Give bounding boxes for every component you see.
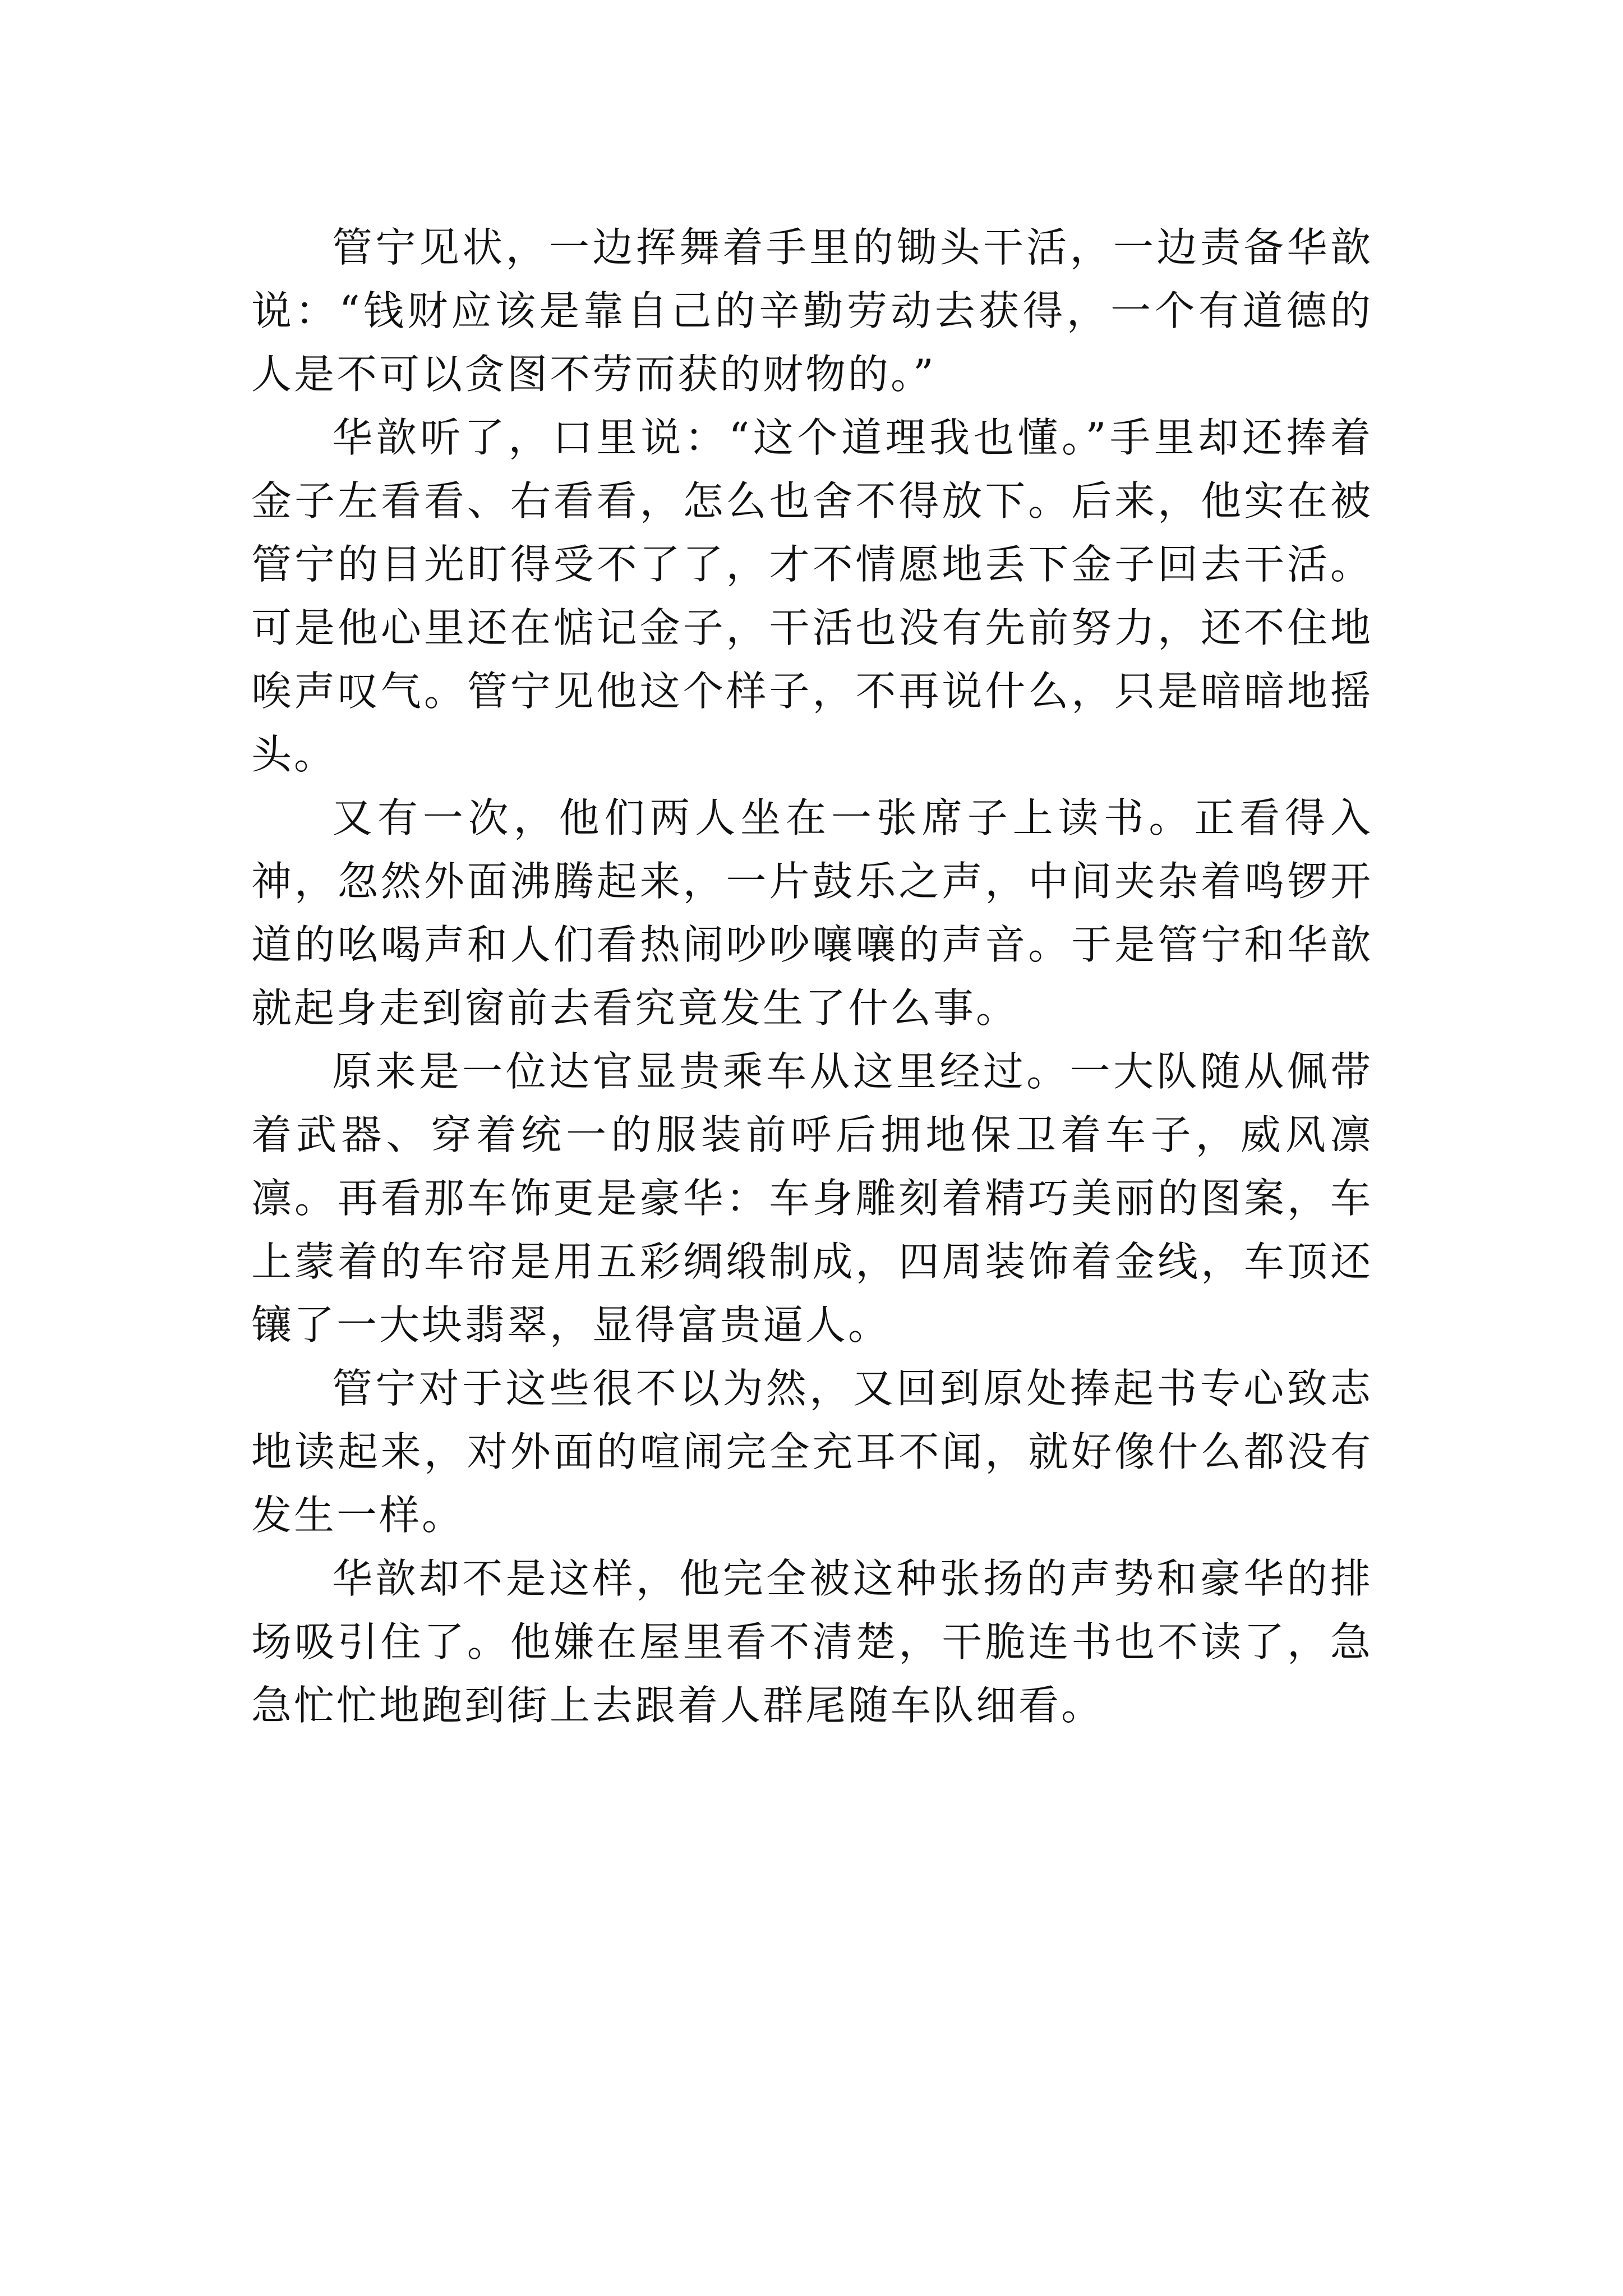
paragraph-4: 原来是一位达官显贵乘车从这里经过。一大队随从佩带着武器、穿着统一的服装前呼后拥地保卫着车子，威风凛凛。再看那车饰更是豪华：车身雕刻着精巧美丽的图案，车上蒙着的车帘是用五彩绸缎制成，四周装饰着金线，车顶还镶了一大块翡翠，显得富贵逼人。 <box>251 1048 1373 1349</box>
paragraph-3: 又有一次，他们两人坐在一张席子上读书。正看得入神，忽然外面沸腾起来，一片鼓乐之声，中间夹杂着鸣锣开道的吆喝声和人们看热闹吵吵嚷嚷的声音。于是管宁和华歆就起身走到窗前去看究竟发生了什么事。 <box>251 794 1373 1032</box>
paragraph-5: 管宁对于这些很不以为然，又回到原处捧起书专心致志地读起来，对外面的喧闹完全充耳不闻，就好像什么都没有发生一样。 <box>251 1365 1373 1539</box>
paragraph-1: 管宁见状，一边挥舞着手里的锄头干活，一边责备华歆说：“钱财应该是靠自己的辛勤劳动去获得，一个有道德的人是不可以贪图不劳而获的财物的。” <box>251 224 1373 398</box>
paragraph-6: 华歆却不是这样，他完全被这种张扬的声势和豪华的排场吸引住了。他嫌在屋里看不清楚，干脆连书也不读了，急急忙忙地跑到街上去跟着人群尾随车队细看。 <box>251 1555 1373 1729</box>
paragraph-2: 华歆听了，口里说：“这个道理我也懂。”手里却还捧着金子左看看、右看看，怎么也舍不得放下。后来，他实在被管宁的目光盯得受不了了，才不情愿地丢下金子回去干活。可是他心里还在惦记金子，干活也没有先前努力，还不住地唉声叹气。管宁见他这个样子，不再说什么，只是暗暗地摇头。 <box>251 414 1373 778</box>
body-text <box>251 216 1373 1737</box>
